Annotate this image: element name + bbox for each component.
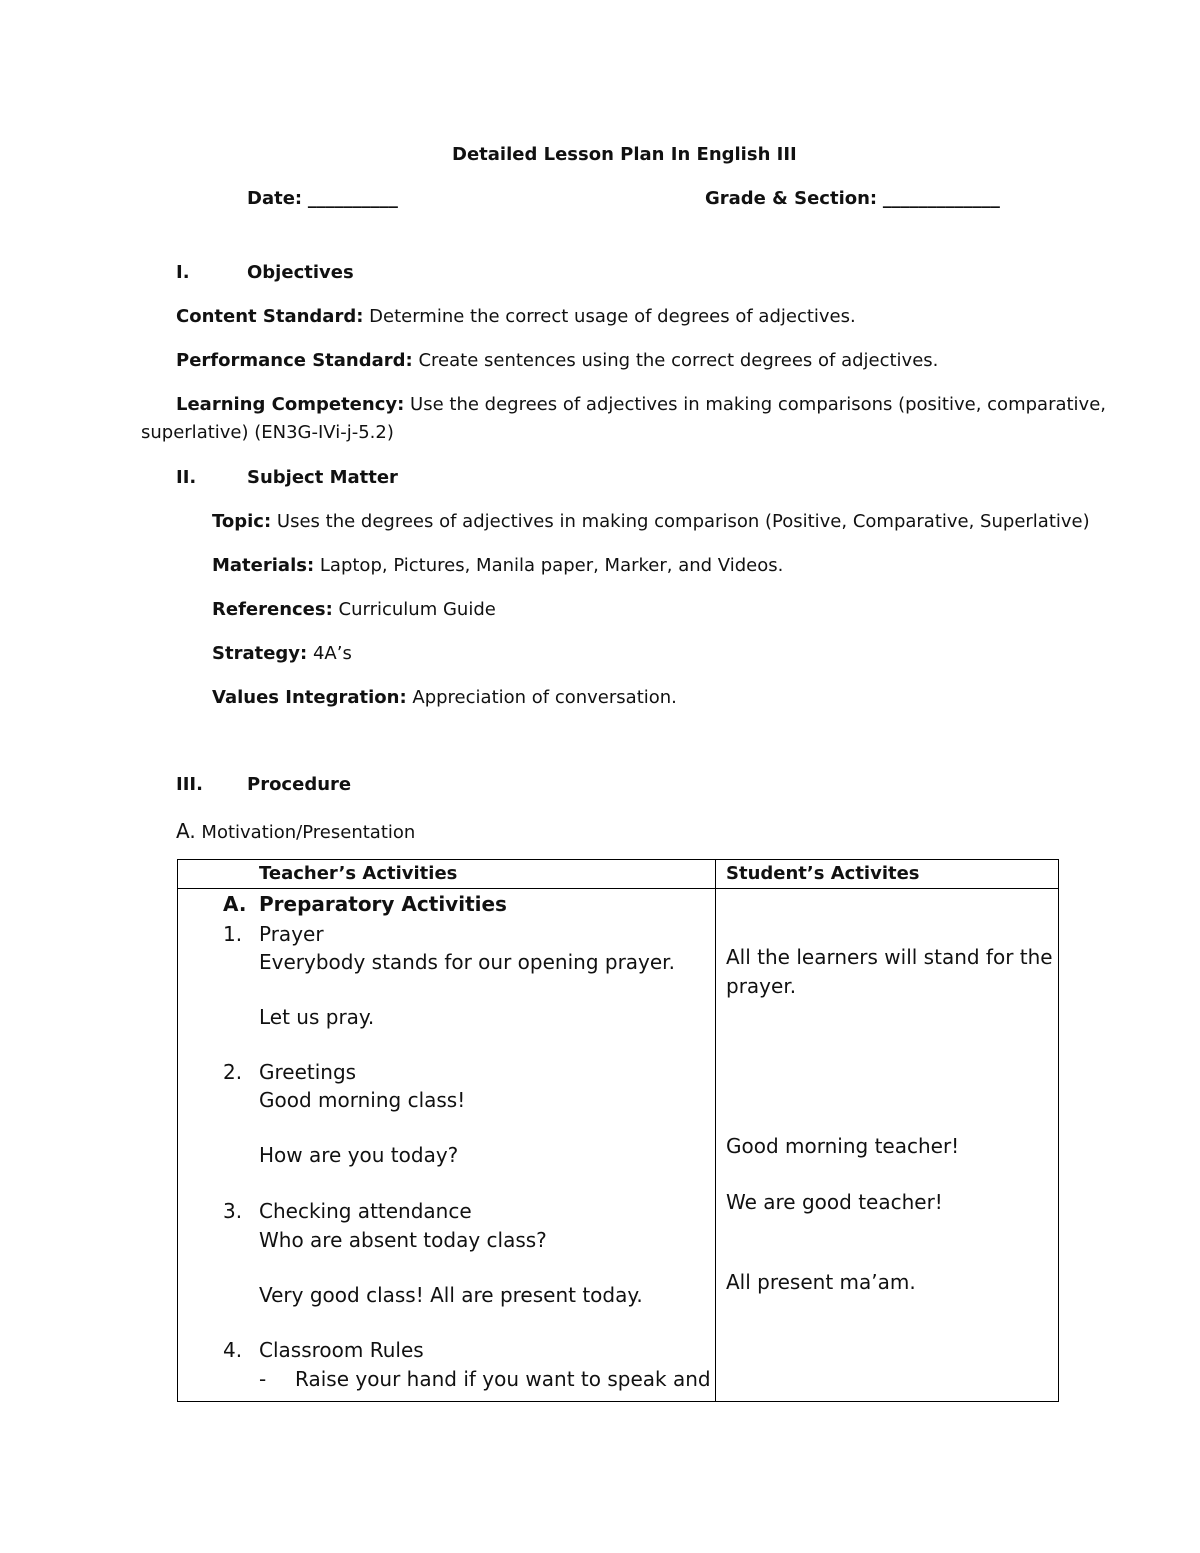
table-body-row xyxy=(178,889,1059,1402)
item-4-dash: - xyxy=(259,1367,267,1391)
strategy-label: Strategy: xyxy=(212,643,308,664)
item-4-number: 4. xyxy=(223,1338,243,1362)
section-1-numeral: I. xyxy=(176,262,190,283)
motivation-text: Motivation/Presentation xyxy=(201,822,416,843)
learning-competency-text: Use the degrees of adjectives in making comparisons (positive, comparative, xyxy=(410,394,1106,415)
motivation-subheading xyxy=(176,819,415,843)
references-label: References: xyxy=(212,599,333,620)
date-blank: __________ xyxy=(307,188,398,209)
section-3-numeral: III. xyxy=(176,774,203,795)
student-activities-header: Student’s Activites xyxy=(726,863,920,884)
teacher-activities-header: Teacher’s Activities xyxy=(259,863,458,884)
content-standard-label: Content Standard: xyxy=(176,306,364,327)
strategy-text: 4A’s xyxy=(312,643,352,664)
materials xyxy=(212,555,783,576)
item-1-line-2: Let us pray. xyxy=(259,1005,375,1029)
page-title: Detailed Lesson Plan In English III xyxy=(452,144,797,165)
item-2-number: 2. xyxy=(223,1060,243,1084)
section-2-heading: Subject Matter xyxy=(247,467,398,488)
student-response-1b: prayer. xyxy=(726,974,797,998)
content-standard xyxy=(176,306,856,327)
prep-letter: A. xyxy=(223,892,247,916)
student-header-cell xyxy=(716,860,1059,889)
item-3-line-1: Who are absent today class? xyxy=(259,1228,547,1252)
motivation-letter: A. xyxy=(176,819,196,843)
references-text: Curriculum Guide xyxy=(338,599,496,620)
grade-section-blank: _____________ xyxy=(882,188,1000,209)
item-1-line-1: Everybody stands for our opening prayer. xyxy=(259,950,675,974)
strategy xyxy=(212,643,352,664)
content-standard-text: Determine the correct usage of degrees of adjectives. xyxy=(369,306,856,327)
student-response-3: We are good teacher! xyxy=(726,1190,943,1214)
learning-competency-label: Learning Competency: xyxy=(176,394,405,415)
grade-section-label: Grade & Section: xyxy=(705,188,878,209)
item-3-number: 3. xyxy=(223,1199,243,1223)
item-2-line-1: Good morning class! xyxy=(259,1088,466,1112)
item-4-title: Classroom Rules xyxy=(259,1338,424,1362)
section-3-heading: Procedure xyxy=(247,774,352,795)
section-1-heading: Objectives xyxy=(247,262,354,283)
prep-heading: Preparatory Activities xyxy=(259,892,507,916)
references xyxy=(212,599,496,620)
topic xyxy=(212,511,1090,532)
teacher-activities-cell xyxy=(178,889,716,1402)
values-integration-label: Values Integration: xyxy=(212,687,407,708)
date-field xyxy=(247,188,398,209)
student-response-1a: All the learners will stand for the xyxy=(726,945,1053,969)
grade-section-field xyxy=(705,188,1000,209)
performance-standard-label: Performance Standard: xyxy=(176,350,413,371)
topic-label: Topic: xyxy=(212,511,272,532)
teacher-header-cell xyxy=(178,860,716,889)
learning-competency xyxy=(176,394,1106,415)
item-3-title: Checking attendance xyxy=(259,1199,472,1223)
topic-text: Uses the degrees of adjectives in making comparison (Positive, Comparative, Superlative) xyxy=(276,511,1090,532)
student-response-2: Good morning teacher! xyxy=(726,1134,960,1158)
date-label: Date: xyxy=(247,188,303,209)
table-header-row xyxy=(178,860,1059,889)
activities-table xyxy=(177,859,1059,1402)
materials-text: Laptop, Pictures, Manila paper, Marker, and Videos. xyxy=(319,555,784,576)
item-4-line-1: Raise your hand if you want to speak and xyxy=(295,1367,711,1391)
materials-label: Materials: xyxy=(212,555,315,576)
item-2-line-2: How are you today? xyxy=(259,1143,459,1167)
values-integration xyxy=(212,687,677,708)
values-integration-text: Appreciation of conversation. xyxy=(412,687,677,708)
student-response-4: All present ma’am. xyxy=(726,1270,916,1294)
item-1-number: 1. xyxy=(223,922,243,946)
item-1-title: Prayer xyxy=(259,922,324,946)
performance-standard-text: Create sentences using the correct degrees of adjectives. xyxy=(418,350,939,371)
learning-competency-text-continued: superlative) (EN3G-IVi-j-5.2) xyxy=(141,422,394,443)
item-2-title: Greetings xyxy=(259,1060,357,1084)
student-activities-cell xyxy=(716,889,1059,1402)
performance-standard xyxy=(176,350,938,371)
item-3-line-2: Very good class! All are present today. xyxy=(259,1283,643,1307)
section-2-numeral: II. xyxy=(176,467,197,488)
